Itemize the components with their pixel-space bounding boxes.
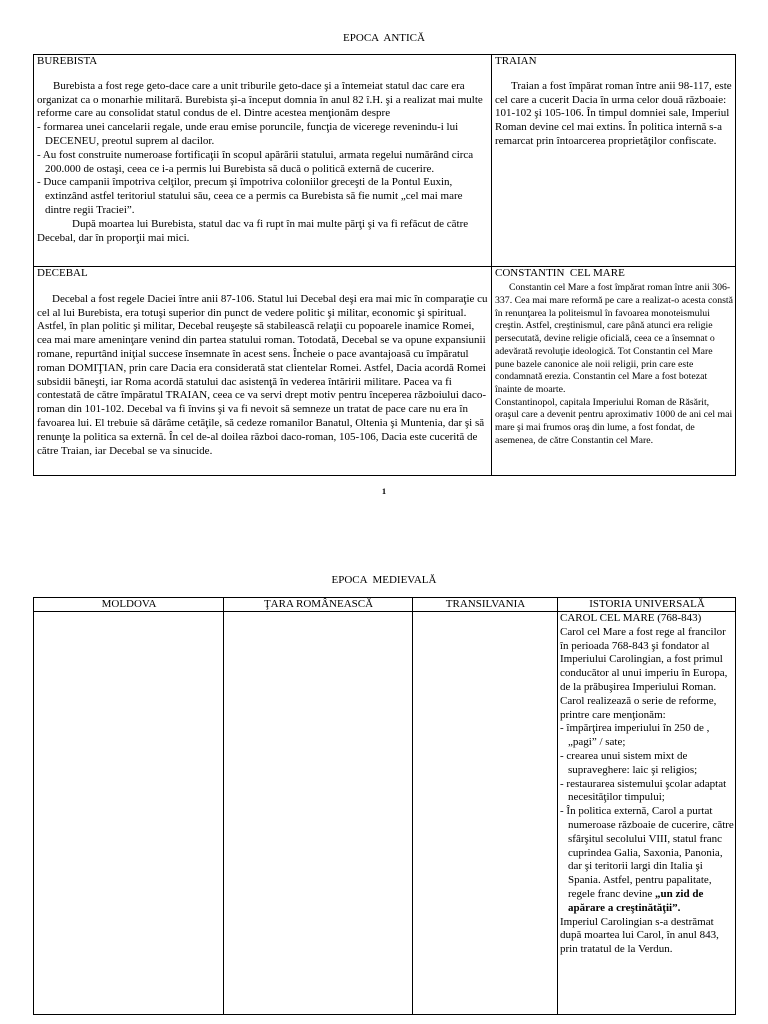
cell-heading: DECEBAL xyxy=(37,267,88,279)
table-epoca-medievala xyxy=(33,597,736,1015)
cell-traian xyxy=(492,55,735,267)
page-number: 1 xyxy=(381,486,387,496)
cell-decebal xyxy=(34,267,492,475)
list-item: - Au fost construite numeroase fortificaţii în scopul apărării statului, armata regelui numărând circa 200.000 de ostaşi, ceea ce i-a permis lui Burebista să ducă o politică externă de cucerire. xyxy=(37,148,474,175)
cell-burebista xyxy=(34,55,492,267)
paragraph: Constantin cel Mare a fost împărat roman între anii 306-337. Cea mai mare reformă pe care a realizat-o acesta constă în renunţarea la politeismul în favoarea monoteismului creştin. Astfel, creştinismul, care până atunci era religie persecutată, devine religie oficială, ceea ce a însemnat o adevărată revoluţie ideologică. Tot Constantin cel Mare pune bazele canonice ale noii religii, prin care este condamnată erezia. Constantin cel Mare a fost botezat înainte de moarte. xyxy=(495,282,733,395)
table-epoca-antica xyxy=(33,54,736,476)
column-header-istoria-universala: ISTORIA UNIVERSALĂ xyxy=(558,598,735,612)
cell-body xyxy=(37,80,489,246)
cell-body xyxy=(495,282,733,447)
list-item xyxy=(560,805,734,915)
cell-body xyxy=(495,80,733,149)
paragraph: După moartea lui Burebista, statul dac va fi rupt în mai multe părţi şi va fi refăcut de către Decebal, dar în proporţii mai mici. xyxy=(37,217,469,244)
paragraph: Carol cel Mare a fost rege al francilor în perioada 768-843 şi fondator al Imperiului Carolingian, a fost primul conducător al unui imperiu în Europa, de la prăbuşirea Imperiului Roman. Carol realizează o serie de reforme, printre care menţionăm: xyxy=(560,625,728,721)
column-body-istoria-universala xyxy=(558,612,735,1014)
paragraph: Traian a fost împărat roman între anii 98-117, este cel care a cucerit Dacia în urma celor două războaie: 101-102 şi 105-106. În timpul domniei sale, Imperiul Roman devine cel mai extins. În politica internă s-a remarcat prin întoarcerea proprietăţilor confiscate. xyxy=(495,79,732,147)
list-item: - împărţirea imperiului în 250 de , „pagi” / sate; xyxy=(560,722,710,749)
list-item: - crearea unui sistem mixt de supraveghere: laic şi religios; xyxy=(560,749,698,776)
cell-heading: TRAIAN xyxy=(495,55,537,67)
paragraph: Burebista a fost rege geto-dace care a unit triburile geto-dace şi a întemeiat statul dac care era organizat ca o monarhie militară. Burebista şi-a început domnia în anul 82 î.H. şi a realizat mai multe reforme care au consolidat statul condus de el. Dintre acestea menţionăm despre xyxy=(37,79,483,120)
paragraph: Decebal a fost regele Daciei între anii 87-106. Statul lui Decebal deşi era mai mic în comparaţie cu cel al lui Burebista, era totuşi superior din punct de vedere politic şi militar, economic şi spiritual. Astfel, în plan politic şi militar, Decebal reuşeşte să stabilească relaţii cu popoarele inamice Romei, cea mai mare ameninţare venind din partea statului roman. Totodată, Decebal se va opune expansiunii romane, repurtând iniţial succese însemnate în acest sens. Încheie o pace avantajoasă cu împăratul roman DOMIŢIAN, prin care Dacia era considerată stat clientelar Romei. Astfel, Dacia acordă Romei subsidii băneşti, iar Roma acordă statului dac asistenţă în vederea întăririi militare. Pacea va fi contestată de către împăratul TRAIAN, ceea ce va servi drept motiv pentru începerea războiului daco-roman din 101-102. Decebal va fi învins şi va fi nevoit să semneze un tratat de pace care nu era în favoarea lui. El trebuie să dărâme cetăţile, să cedeze romanilor Banatul, Oltenia şi Muntenia, dar şi să renunţe la politica sa externă. În cel de-al doilea război daco-roman, 105-106, Dacia este cucerită de către Traian, iar Decebal se va sinucide. xyxy=(37,292,488,457)
list-item: - restaurarea sistemului şcolar adaptat necesităţilor timpului; xyxy=(560,777,727,804)
paragraph: Imperiul Carolingian s-a destrămat după moartea lui Carol, în anul 843, prin tratatul de la Verdun. xyxy=(560,915,719,956)
cell-heading: CAROL CEL MARE (768-843) xyxy=(560,612,702,624)
column-body-tara-romaneasca xyxy=(224,612,413,1014)
cell-heading: BUREBISTA xyxy=(37,55,98,67)
page-title-medievala: EPOCA MEDIEVALĂ xyxy=(331,574,437,586)
column-header-tara-romaneasca: ŢARA ROMÂNEASCĂ xyxy=(224,598,413,612)
list-item: - formarea unei cancelarii regale, unde erau emise poruncile, funcţia de vicerege revenindu-i lui DECENEU, preotul suprem al dacilor. xyxy=(37,121,459,147)
page-title-antica: EPOCA ANTICĂ xyxy=(343,32,425,44)
column-body-moldova xyxy=(34,612,224,1014)
cell-heading: CONSTANTIN CEL MARE xyxy=(495,267,625,279)
paragraph: Constantinopol, capitala Imperiului Roman de Răsărit, oraşul care a devenit pentru aproximativ 1000 de ani cel mai mare şi mai frumos oraş din lume, a fost fondat, de asemenea, de către Constantin cel Mare. xyxy=(495,396,733,446)
list-item: - Duce campanii împotriva celţilor, precum şi împotriva coloniilor greceşti de la Pontul Euxin, extinzând astfel teritoriul statului său, ceea ce a permis ca Burebista să fie numit „cel mai mare dintre regii Traciei”. xyxy=(37,176,463,216)
cell-constantin xyxy=(492,267,735,475)
column-header-moldova: MOLDOVA xyxy=(34,598,224,612)
list-item-text: - În politica externă, Carol a purtat numeroase războaie de cucerire, către sfârşitul secolului VIII, statul franc cuprindea Galia, Saxonia, Panonia, dar şi teritorii largi din Italia şi Spania. Astfel, pentru papalitate, regele franc devine xyxy=(560,805,734,900)
column-body-transilvania xyxy=(413,612,558,1014)
bold-quote: „un zid de apărare a creştinătăţii”. xyxy=(568,887,704,914)
cell-body xyxy=(37,293,489,459)
column-header-transilvania: TRANSILVANIA xyxy=(413,598,558,612)
